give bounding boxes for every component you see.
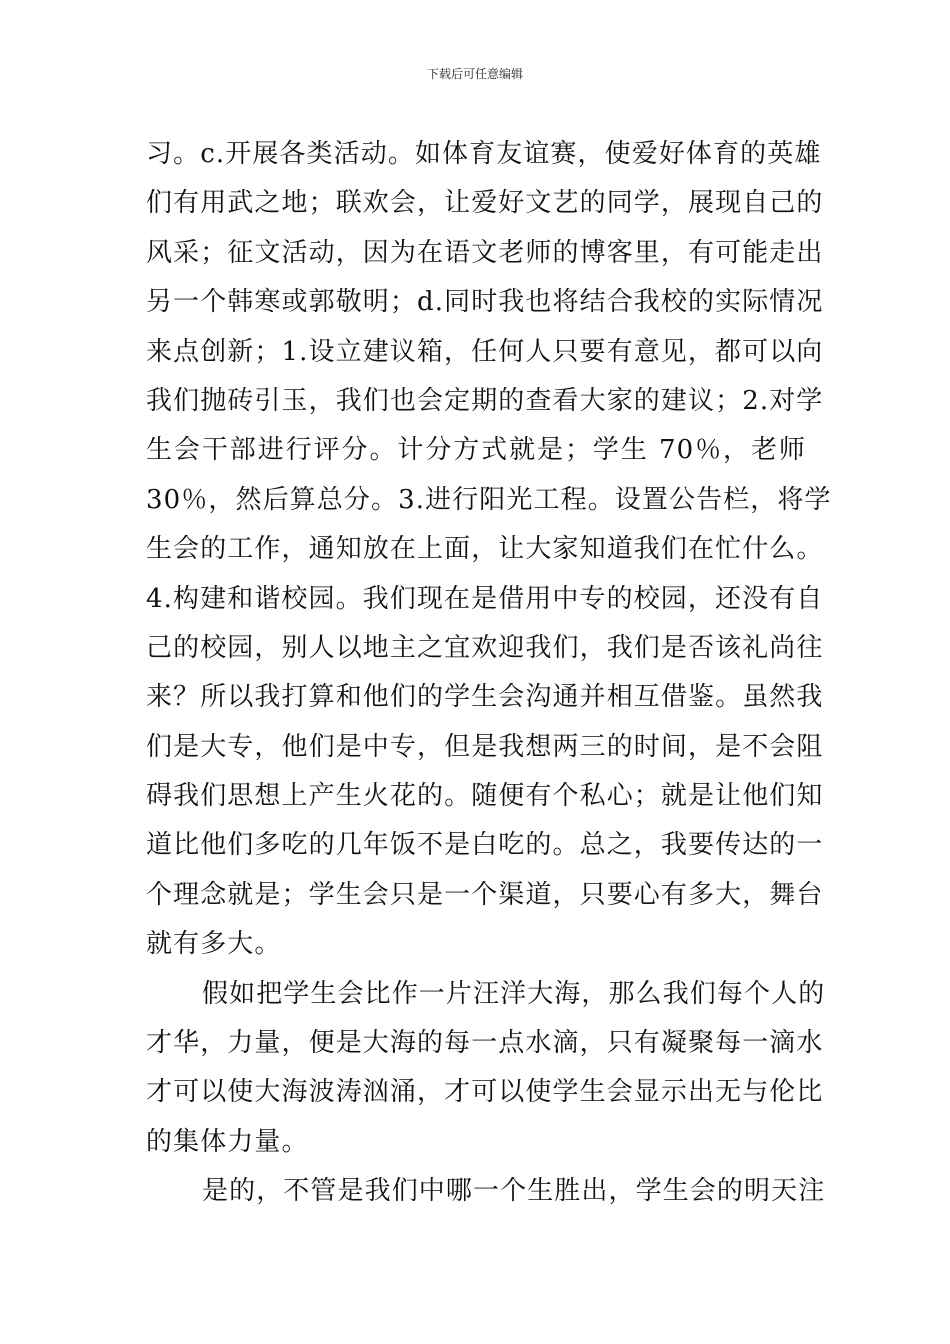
text-line: 风采；征文活动，因为在语文老师的博客里，有可能走出 [146,237,824,268]
text-line: 习。c.开展各类活动。如体育友谊赛，使爱好体育的英雄 [146,139,822,169]
text-line: 30％，然后算总分。3.进行阳光工程。设置公告栏，将学 [146,484,832,515]
text-line: 生会的工作，通知放在上面，让大家知道我们在忙什么。 [146,534,824,565]
text-line: 生会干部进行评分。计分方式就是；学生 70％，老师 [146,435,806,466]
text-line: 道比他们多吃的几年饭不是白吃的。总之，我要传达的一 [146,830,824,861]
text-line: 才华，力量，便是大海的每一点水滴，只有凝聚每一滴水 [146,1028,824,1059]
text-line: 我们抛砖引玉，我们也会定期的查看大家的建议；2.对学 [146,385,824,416]
text-line: 是的，不管是我们中哪一个生胜出，学生会的明天注 [202,1176,826,1207]
page-header: 下载后可任意编辑 [426,67,523,81]
text-line: 们是大专，他们是中专，但是我想两三的时间，是不会阻 [146,731,824,762]
text-line: 己的校园，别人以地主之宜欢迎我们，我们是否该礼尚往 [146,632,824,663]
text-line: 们有用武之地；联欢会，让爱好文艺的同学，展现自己的 [146,188,824,219]
text-line: 另一个韩寒或郭敬明；d.同时我也将结合我校的实际情况 [146,287,824,318]
text-line: 就有多大。 [146,929,282,960]
text-line: 来？所以我打算和他们的学生会沟通并相互借鉴。虽然我 [146,682,824,713]
text-line: 4.构建和谐校园。我们现在是借用中专的校园，还没有自 [146,583,824,614]
text-line: 假如把学生会比作一片汪洋大海，那么我们每个人的 [202,978,826,1009]
body-text [146,130,832,1217]
text-line: 才可以使大海波涛汹涌，才可以使学生会显示出无与伦比 [146,1077,824,1108]
text-line: 来点创新；1.设立建议箱，任何人只要有意见，都可以向 [146,336,824,367]
text-line: 碍我们思想上产生火花的。随便有个私心；就是让他们知 [146,781,824,812]
text-line: 的集体力量。 [146,1126,309,1157]
text-line: 个理念就是；学生会只是一个渠道，只要心有多大，舞台 [146,879,824,910]
